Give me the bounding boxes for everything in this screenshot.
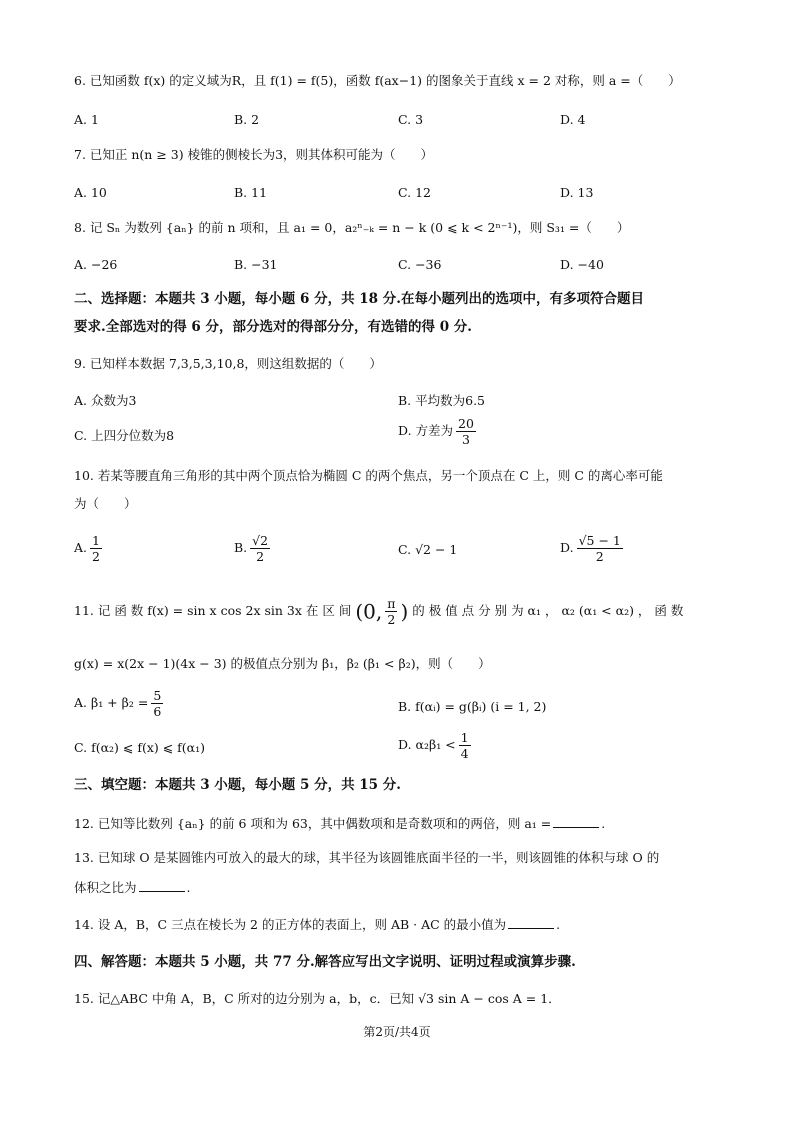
q11-option-a-prefix: A. β₁ + β₂ = xyxy=(74,695,149,710)
q13-answer-blank xyxy=(139,891,185,892)
section2-heading-line1: 二、选择题：本题共 3 小题，每小题 6 分，共 18 分.在每小题列出的选项中，有多项符合题目 xyxy=(74,291,644,307)
q7-option-c: C. 12 xyxy=(398,185,431,200)
q7-option-d: D. 13 xyxy=(560,185,594,200)
q11-interval-two: 2 xyxy=(387,612,396,627)
q9-option-d xyxy=(398,416,479,447)
q11-interval-pi: π xyxy=(387,596,396,611)
q9-option-d-prefix: D. 方差为 xyxy=(398,423,454,438)
q11-option-c: C. f(α₂) ⩽ f(x) ⩽ f(α₁) xyxy=(74,740,205,755)
q10-option-d-prefix: D. xyxy=(560,540,574,555)
q12-text: 12. 已知等比数列 {aₙ} 的前 6 项和为 63，其中偶数项和是奇数项和的两倍，则 a₁ = xyxy=(74,816,552,831)
q11-interval-close: ) xyxy=(400,599,409,624)
q8-option-b: B. −31 xyxy=(234,257,278,272)
q6-option-b: B. 2 xyxy=(234,112,260,127)
q8-stem: 8. 记 Sₙ 为数列 {aₙ} 的前 n 项和，且 a₁ = 0，a₂ⁿ₋ₖ = n − k (0 ⩽ k < 2ⁿ⁻¹)，则 S₃₁ =（ ） xyxy=(74,220,630,235)
q11-option-a-fraction xyxy=(151,688,163,719)
q13-stem-line1: 13. 已知球 O 是某圆锥内可放入的最大的球，其半径为该圆锥底面半径的一半，则该圆锥的体积与球 O 的 xyxy=(74,850,660,865)
q10-option-d xyxy=(560,533,626,564)
q11-option-b: B. f(αᵢ) = g(βᵢ) (i = 1, 2) xyxy=(398,699,547,714)
q13-stem-line2 xyxy=(74,880,191,895)
q13-end: . xyxy=(186,880,191,895)
q13-line2-text: 体积之比为 xyxy=(74,880,137,895)
q14-text: 14. 设 A，B，C 三点在棱长为 2 的正方体的表面上，则 AB · AC 的最小值为 xyxy=(74,917,507,932)
q8-option-d: D. −40 xyxy=(560,257,604,272)
q11-interval-fraction xyxy=(385,596,397,627)
q11-interval-open: (0, xyxy=(355,599,383,624)
q10-option-b-fraction xyxy=(250,533,270,564)
q11-option-a xyxy=(74,688,166,719)
q11-option-d-fraction xyxy=(459,730,471,761)
q10-option-b xyxy=(234,533,273,564)
q7-option-b: B. 11 xyxy=(234,185,268,200)
q11-line1-part-b: 的 极 值 点 分 别 为 α₁ ， α₂ (α₁ < α₂) ， 函 数 xyxy=(412,603,684,618)
q12-end: . xyxy=(601,816,606,831)
q11-option-d xyxy=(398,730,474,761)
section2-heading-line2: 要求.全部选对的得 6 分，部分选对的得部分分，有选错的得 0 分. xyxy=(74,319,472,335)
q7-stem: 7. 已知正 n(n ≥ 3) 棱锥的侧棱长为3，则其体积可能为（ ） xyxy=(74,147,434,162)
q9-stem: 9. 已知样本数据 7,3,5,3,10,8，则这组数据的（ ） xyxy=(74,356,382,371)
q10-option-a-prefix: A. xyxy=(74,540,88,555)
q6-option-a: A. 1 xyxy=(74,112,99,127)
q10-option-c: C. √2 − 1 xyxy=(398,542,458,557)
q6-option-c: C. 3 xyxy=(398,112,424,127)
q11-line1-part-a: 11. 记 函 数 f(x) = sin x cos 2x sin 3x 在 区 间 xyxy=(74,603,352,618)
q8-option-c: C. −36 xyxy=(398,257,442,272)
q7-option-a: A. 10 xyxy=(74,185,107,200)
q11-stem-line1 xyxy=(74,596,683,627)
q10-option-b-prefix: B. xyxy=(234,540,248,555)
page-footer: 第2页/共4页 xyxy=(363,1025,431,1039)
q12-answer-blank xyxy=(553,827,599,828)
q11-option-a-numerator: 5 xyxy=(153,688,162,703)
q8-option-a: A. −26 xyxy=(74,257,118,272)
q10-stem-line2: 为（ ） xyxy=(74,496,137,511)
q11-option-d-numerator: 1 xyxy=(460,730,469,745)
q10-option-a xyxy=(74,533,105,564)
q6-stem: 6. 已知函数 f(x) 的定义域为R，且 f(1) = f(5)，函数 f(ax−1) 的图象关于直线 x = 2 对称，则 a =（ ） xyxy=(74,73,681,88)
q10-option-b-numerator: √2 xyxy=(252,533,269,548)
q9-option-d-fraction xyxy=(456,416,476,447)
q9-option-a: A. 众数为3 xyxy=(74,393,137,408)
q9-option-d-numerator: 20 xyxy=(458,416,474,431)
q9-option-b: B. 平均数为6.5 xyxy=(398,393,486,408)
q10-option-d-denominator: 2 xyxy=(595,549,604,564)
q10-option-b-denominator: 2 xyxy=(256,549,265,564)
q10-option-d-fraction xyxy=(577,533,623,564)
section4-heading: 四、解答题：本题共 5 小题，共 77 分.解答应写出文字说明、证明过程或演算步骤. xyxy=(74,954,576,970)
q10-option-a-denominator: 2 xyxy=(92,549,100,564)
q11-stem-line2: g(x) = x(2x − 1)(4x − 3) 的极值点分别为 β₁，β₂ (β₁ < β₂)，则（ ） xyxy=(74,656,491,671)
q14-end: . xyxy=(556,917,561,932)
q10-stem-line1: 10. 若某等腰直角三角形的其中两个顶点恰为椭圆 C 的两个焦点，另一个顶点在 C 上，则 C 的离心率可能 xyxy=(74,468,663,483)
q14-answer-blank xyxy=(508,928,554,929)
q12-stem xyxy=(74,816,605,831)
q6-option-d: D. 4 xyxy=(560,112,586,127)
q11-option-a-denominator: 6 xyxy=(153,704,162,719)
q9-option-d-denominator: 3 xyxy=(462,432,470,447)
q11-option-d-prefix: D. α₂β₁ < xyxy=(398,737,456,752)
q10-option-d-numerator: √5 − 1 xyxy=(578,533,621,548)
q11-option-d-denominator: 4 xyxy=(460,746,469,761)
q14-stem xyxy=(74,917,560,932)
q9-option-c: C. 上四分位数为8 xyxy=(74,428,175,443)
q15-stem: 15. 记△ABC 中角 A，B，C 所对的边分别为 a，b，c．已知 √3 sin A − cos A = 1． xyxy=(74,991,561,1006)
q10-option-a-numerator: 1 xyxy=(92,533,100,548)
section3-heading: 三、填空题：本题共 3 小题，每小题 5 分，共 15 分. xyxy=(74,777,401,793)
q10-option-a-fraction xyxy=(90,533,102,564)
